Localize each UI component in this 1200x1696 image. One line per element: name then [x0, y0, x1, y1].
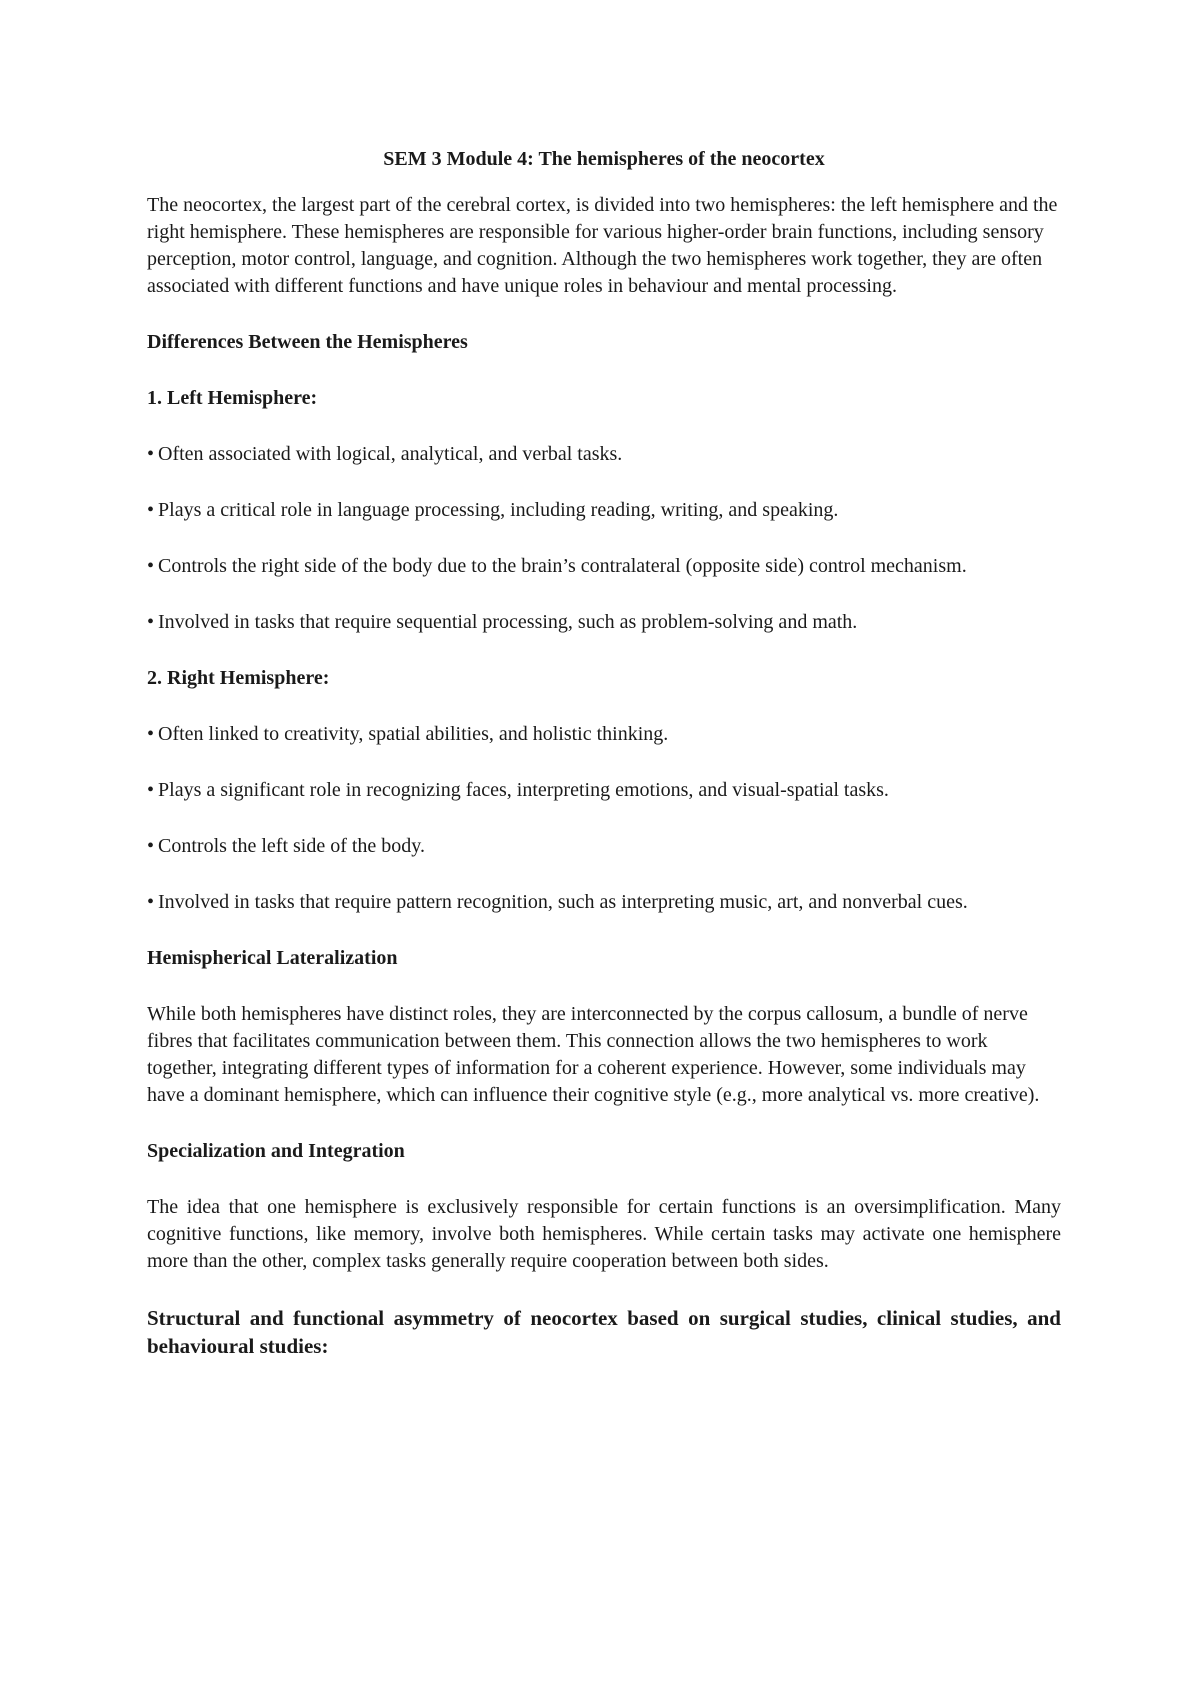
- section-heading-differences: Differences Between the Hemispheres: [147, 331, 468, 353]
- left-bullet-item: [147, 609, 1061, 636]
- section-heading-asymmetry: Structural and functional asymmetry of neocortex based on surgical studies, clinical studies, and behavioural studies:: [147, 1306, 1061, 1358]
- bullet-mark: •: [147, 611, 155, 633]
- right-bullet-text: Controls the left side of the body.: [158, 835, 426, 857]
- left-bullet-text: Plays a critical role in language processing, including reading, writing, and speaking.: [158, 499, 839, 521]
- left-bullet-item: [147, 497, 1061, 524]
- section-heading-lateralization: Hemispherical Lateralization: [147, 947, 398, 969]
- right-bullet-item: [147, 721, 1061, 748]
- right-bullet-item: [147, 833, 1061, 860]
- left-bullet-item: [147, 553, 1061, 580]
- lateralization-paragraph: While both hemispheres have distinct roles, they are interconnected by the corpus callosum, a bundle of nerve fibres that facilitates communication between them. This connection allows the two hemispheres to work together, integrating different types of information for a coherent experience. However, some individuals may have a dominant hemisphere, which can influence their cognitive style (e.g., more analytical vs. more creative).: [147, 1003, 1040, 1106]
- document-body: [147, 146, 1061, 1360]
- document-title: SEM 3 Module 4: The hemispheres of the neocortex: [383, 148, 825, 170]
- left-bullet-text: Controls the right side of the body due to the brain’s contralateral (opposite side) control mechanism.: [158, 555, 967, 577]
- left-bullet-text: Often associated with logical, analytical, and verbal tasks.: [158, 443, 623, 465]
- right-bullet-item: [147, 777, 1061, 804]
- bullet-mark: •: [147, 499, 155, 521]
- left-bullet-item: [147, 441, 1061, 468]
- subheading-right-hemisphere: 2. Right Hemisphere:: [147, 667, 330, 689]
- right-bullet-text: Often linked to creativity, spatial abilities, and holistic thinking.: [158, 723, 669, 745]
- bullet-mark: •: [147, 779, 155, 801]
- intro-paragraph: The neocortex, the largest part of the cerebral cortex, is divided into two hemispheres: the left hemisphere and the right hemisphere. These hemispheres are responsible for various higher-order brain functions, including sensory perception, motor control, language, and cognition. Although the two hemispheres work together, they are often associated with different functions and have unique roles in behaviour and mental processing.: [147, 194, 1058, 297]
- section-heading-specialization: Specialization and Integration: [147, 1140, 405, 1162]
- right-bullet-text: Plays a significant role in recognizing faces, interpreting emotions, and visual-spatial tasks.: [158, 779, 889, 801]
- right-bullet-text: Involved in tasks that require pattern recognition, such as interpreting music, art, and nonverbal cues.: [158, 891, 968, 913]
- bullet-mark: •: [147, 835, 155, 857]
- bullet-mark: •: [147, 891, 155, 913]
- right-bullet-item: [147, 889, 1061, 916]
- specialization-paragraph: The idea that one hemisphere is exclusively responsible for certain functions is an oversimplification. Many cognitive functions, like memory, involve both hemispheres. While certain tasks may activate one hemisphere more than the other, complex tasks generally require cooperation between both sides.: [147, 1196, 1061, 1272]
- left-bullet-text: Involved in tasks that require sequential processing, such as problem-solving and math.: [158, 611, 858, 633]
- bullet-mark: •: [147, 443, 155, 465]
- subheading-left-hemisphere: 1. Left Hemisphere:: [147, 387, 318, 409]
- bullet-mark: •: [147, 555, 155, 577]
- bullet-mark: •: [147, 723, 155, 745]
